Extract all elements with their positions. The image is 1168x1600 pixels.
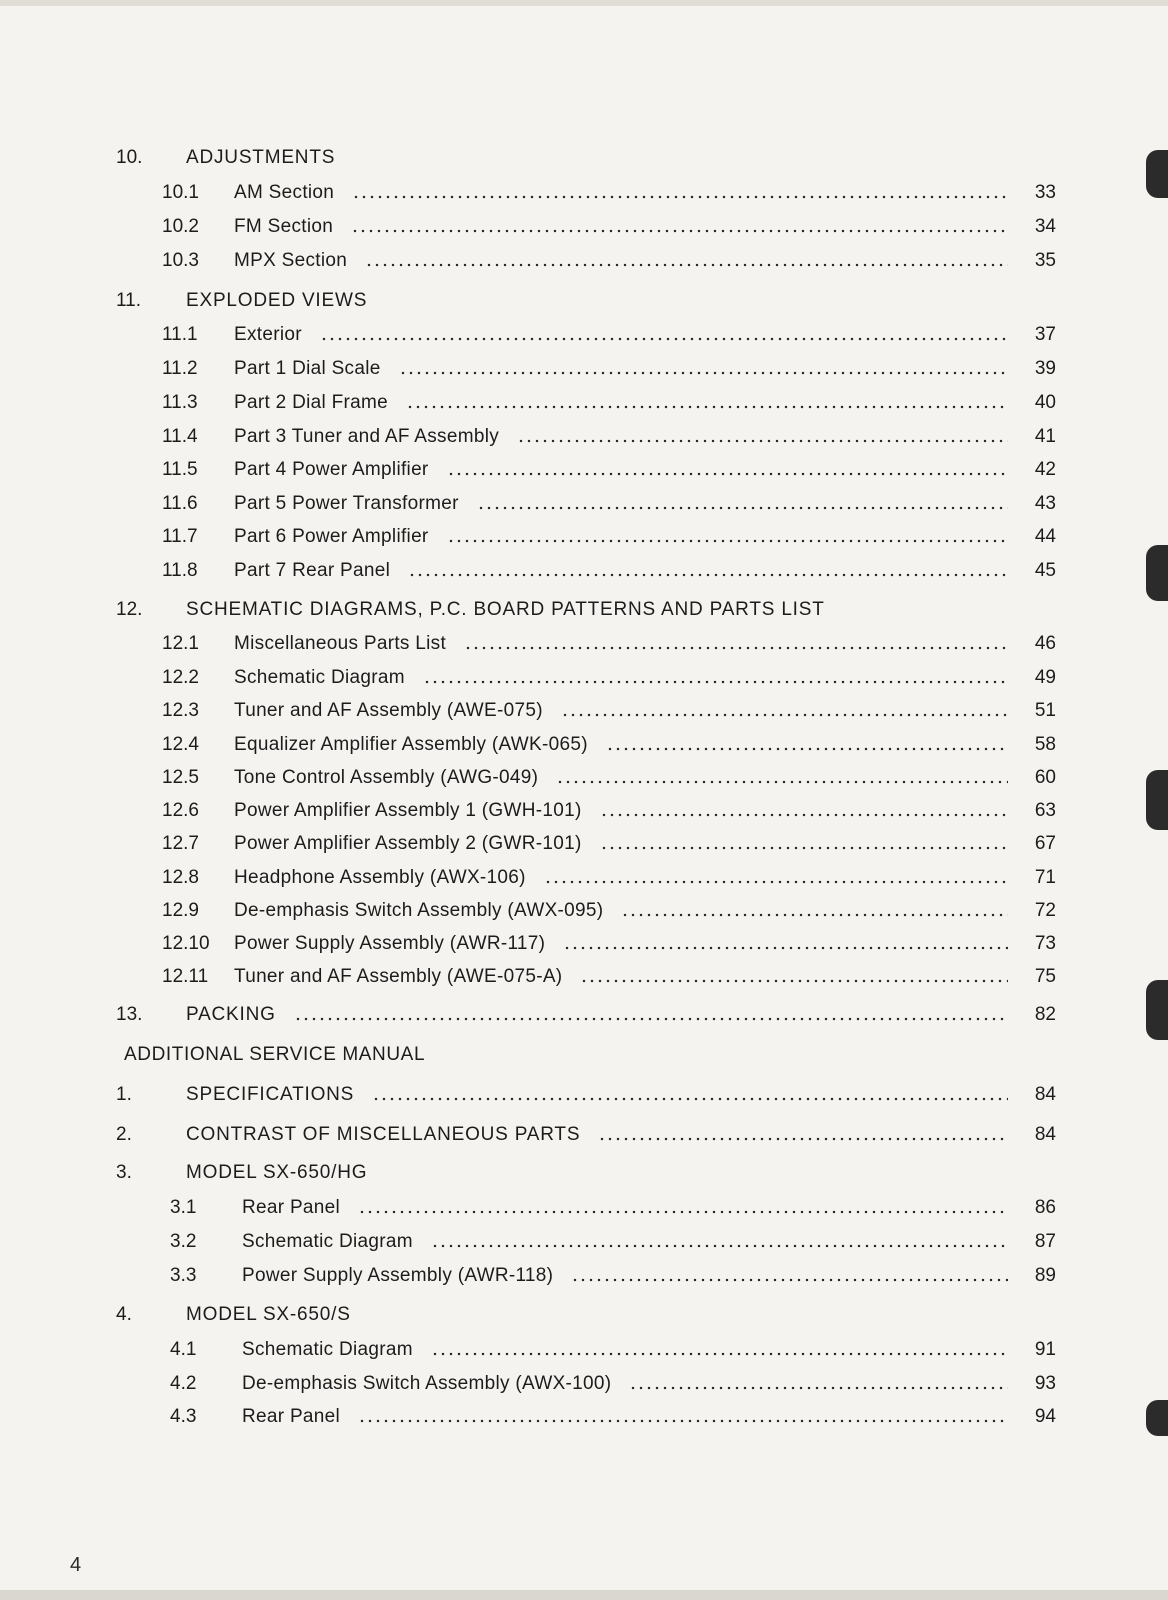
toc-number: 11.7 <box>162 526 198 547</box>
toc-title: MODEL SX-650/HG <box>186 1162 368 1183</box>
toc-title: Part 7 Rear Panel <box>234 560 391 581</box>
toc-number: 12.1 <box>162 633 199 654</box>
toc-number: 12.5 <box>162 767 199 788</box>
toc-number: 12.8 <box>162 867 199 888</box>
binder-hole <box>1146 150 1168 198</box>
toc-title: Power Amplifier Assembly 1 (GWH-101) <box>234 800 582 821</box>
toc-entry-12-11 <box>162 964 1056 990</box>
toc-additional-4 <box>116 1302 1056 1328</box>
toc-page-number: 49 <box>1034 667 1056 688</box>
bottom-paper-edge <box>0 1590 1168 1600</box>
toc-section-13 <box>116 1002 1056 1028</box>
toc-entry-11-3 <box>162 390 1056 416</box>
toc-number: 4.3 <box>170 1406 197 1427</box>
toc-entry-12-9 <box>162 898 1056 924</box>
toc-title: ADJUSTMENTS <box>186 147 336 168</box>
toc-entry-10-1 <box>162 180 1056 206</box>
toc-number: 4.1 <box>170 1339 197 1360</box>
dot-leader <box>423 680 1008 684</box>
dot-leader <box>464 646 1008 650</box>
toc-number: 10. <box>116 147 143 168</box>
toc-page-number: 93 <box>1034 1373 1056 1394</box>
toc-entry-4-3 <box>170 1404 1056 1430</box>
toc-title: Equalizer Amplifier Assembly (AWK-065) <box>234 734 588 755</box>
toc-page-number: 63 <box>1034 800 1056 821</box>
toc-title: MODEL SX-650/S <box>186 1304 351 1325</box>
toc-section-11 <box>116 288 1056 314</box>
toc-page-number: 58 <box>1034 734 1056 755</box>
toc-page-number: 72 <box>1034 900 1056 921</box>
toc-additional-3 <box>116 1160 1056 1186</box>
toc-number: 11.6 <box>162 493 198 514</box>
toc-number: 11.5 <box>162 459 198 480</box>
toc-title: EXPLODED VIEWS <box>186 290 368 311</box>
toc-page-number: 34 <box>1034 216 1056 237</box>
toc-number: 11.1 <box>162 324 198 345</box>
toc-number: 13. <box>116 1004 143 1025</box>
dot-leader <box>358 1419 1008 1423</box>
toc-page-number: 46 <box>1034 633 1056 654</box>
toc-entry-12-3 <box>162 698 1056 724</box>
top-paper-edge <box>0 0 1168 6</box>
toc-title: Part 6 Power Amplifier <box>234 526 429 547</box>
binder-hole <box>1146 770 1168 830</box>
toc-title: Tuner and AF Assembly (AWE-075-A) <box>234 966 563 987</box>
toc-entry-3-1 <box>170 1195 1056 1221</box>
toc-number: 12.11 <box>162 966 209 987</box>
dot-leader <box>580 979 1008 983</box>
toc-number: 12.10 <box>162 933 210 954</box>
dot-leader <box>447 472 1008 476</box>
dot-leader <box>629 1386 1008 1390</box>
dot-leader <box>351 229 1008 233</box>
binder-hole <box>1146 545 1168 601</box>
toc-page-number: 35 <box>1034 250 1056 271</box>
toc-number: 12.6 <box>162 800 199 821</box>
dot-leader <box>600 846 1008 850</box>
toc-number: 4. <box>116 1304 132 1325</box>
dot-leader <box>365 263 1008 267</box>
toc-number: 2. <box>116 1124 132 1145</box>
toc-number: 11.3 <box>162 392 198 413</box>
toc-entry-11-1 <box>162 322 1056 348</box>
toc-page-number: 82 <box>1034 1004 1056 1025</box>
toc-entry-12-1 <box>162 631 1056 657</box>
dot-leader <box>431 1352 1008 1356</box>
dot-leader <box>561 713 1008 717</box>
toc-title: Power Supply Assembly (AWR-118) <box>242 1265 554 1286</box>
toc-title: Part 4 Power Amplifier <box>234 459 429 480</box>
dot-leader <box>294 1017 1008 1021</box>
toc-number: 3. <box>116 1162 132 1183</box>
toc-page-number: 51 <box>1034 700 1056 721</box>
toc-page-number: 86 <box>1034 1197 1056 1218</box>
toc-number: 11. <box>116 290 142 311</box>
toc-number: 10.1 <box>162 182 199 203</box>
toc-number: 4.2 <box>170 1373 197 1394</box>
toc-title: Power Amplifier Assembly 2 (GWR-101) <box>234 833 582 854</box>
dot-leader <box>600 813 1008 817</box>
toc-section-12 <box>116 597 1056 623</box>
toc-title: Power Supply Assembly (AWR-117) <box>234 933 546 954</box>
toc-page-number: 73 <box>1034 933 1056 954</box>
toc-page-number: 33 <box>1034 182 1056 203</box>
dot-leader <box>406 405 1008 409</box>
toc-entry-12-2 <box>162 665 1056 691</box>
toc-page-number: 45 <box>1034 560 1056 581</box>
toc-number: 11.2 <box>162 358 198 379</box>
toc-entry-12-8 <box>162 865 1056 891</box>
toc-title: FM Section <box>234 216 334 237</box>
toc-title: De-emphasis Switch Assembly (AWX-100) <box>242 1373 612 1394</box>
toc-page-number: 71 <box>1034 867 1056 888</box>
dot-leader <box>320 337 1008 341</box>
binder-hole <box>1146 980 1168 1040</box>
toc-page-number: 43 <box>1034 493 1056 514</box>
toc-additional-2 <box>116 1122 1056 1148</box>
toc-page-number: 42 <box>1034 459 1056 480</box>
dot-leader <box>352 195 1008 199</box>
toc-title: Schematic Diagram <box>242 1339 413 1360</box>
toc-page-number: 84 <box>1034 1124 1056 1145</box>
toc-number: 10.2 <box>162 216 199 237</box>
toc-title: Part 1 Dial Scale <box>234 358 381 379</box>
toc-title: Miscellaneous Parts List <box>234 633 447 654</box>
toc-number: 12.4 <box>162 734 199 755</box>
dot-leader <box>477 506 1008 510</box>
toc-entry-12-6 <box>162 798 1056 824</box>
toc-entry-11-2 <box>162 356 1056 382</box>
dot-leader <box>399 371 1008 375</box>
toc-title: Rear Panel <box>242 1406 341 1427</box>
dot-leader <box>563 946 1008 950</box>
dot-leader <box>556 780 1008 784</box>
toc-entry-3-2 <box>170 1229 1056 1255</box>
dot-leader <box>372 1097 1008 1101</box>
toc-title: Part 3 Tuner and AF Assembly <box>234 426 500 447</box>
toc-title: Schematic Diagram <box>242 1231 413 1252</box>
toc-entry-11-4 <box>162 424 1056 450</box>
toc-entry-11-5 <box>162 457 1056 483</box>
toc-title: MPX Section <box>234 250 348 271</box>
toc-number: 3.1 <box>170 1197 197 1218</box>
binder-hole <box>1146 1400 1168 1436</box>
dot-leader <box>431 1244 1008 1248</box>
toc-number: 12.3 <box>162 700 199 721</box>
toc-number: 11.8 <box>162 560 198 581</box>
toc-title: AM Section <box>234 182 335 203</box>
toc-page-number: 91 <box>1034 1339 1056 1360</box>
toc-entry-11-8 <box>162 558 1056 584</box>
toc-entry-12-5 <box>162 765 1056 791</box>
toc-title: Schematic Diagram <box>234 667 405 688</box>
toc-entry-12-7 <box>162 831 1056 857</box>
toc-title: Part 5 Power Transformer <box>234 493 459 514</box>
toc-entry-12-10 <box>162 931 1056 957</box>
toc-title: Headphone Assembly (AWX-106) <box>234 867 526 888</box>
toc-entry-3-3 <box>170 1263 1056 1289</box>
toc-number: 12.7 <box>162 833 199 854</box>
toc-page-number: 75 <box>1034 966 1056 987</box>
dot-leader <box>606 747 1008 751</box>
dot-leader <box>408 573 1008 577</box>
toc-entry-11-7 <box>162 524 1056 550</box>
toc-page-number: 87 <box>1034 1231 1056 1252</box>
dot-leader <box>447 539 1008 543</box>
dot-leader <box>544 880 1008 884</box>
toc-title: Exterior <box>234 324 302 345</box>
toc-title: CONTRAST OF MISCELLANEOUS PARTS <box>186 1124 581 1145</box>
toc-entry-10-2 <box>162 214 1056 240</box>
dot-leader <box>598 1137 1008 1141</box>
dot-leader <box>517 439 1008 443</box>
toc-page-number: 60 <box>1034 767 1056 788</box>
page-number: 4 <box>70 1554 82 1576</box>
toc-entry-11-6 <box>162 491 1056 517</box>
toc-title: SPECIFICATIONS <box>186 1084 355 1105</box>
toc-page-number: 44 <box>1034 526 1056 547</box>
toc-number: 3.3 <box>170 1265 197 1286</box>
toc-page-number: 41 <box>1034 426 1056 447</box>
dot-leader <box>621 913 1008 917</box>
toc-title: Tuner and AF Assembly (AWE-075) <box>234 700 543 721</box>
toc-page-number: 40 <box>1034 392 1056 413</box>
toc-additional-1 <box>116 1082 1056 1108</box>
toc-title: Rear Panel <box>242 1197 341 1218</box>
toc-title: De-emphasis Switch Assembly (AWX-095) <box>234 900 604 921</box>
toc-entry-12-4 <box>162 732 1056 758</box>
toc-number: 3.2 <box>170 1231 197 1252</box>
toc-page-number: 67 <box>1034 833 1056 854</box>
toc-section-10 <box>116 145 1056 171</box>
toc-number: 1. <box>116 1084 132 1105</box>
toc-page-number: 94 <box>1034 1406 1056 1427</box>
toc-title: Part 2 Dial Frame <box>234 392 388 413</box>
toc-number: 12.2 <box>162 667 199 688</box>
toc-entry-4-1 <box>170 1337 1056 1363</box>
toc-number: 12.9 <box>162 900 199 921</box>
toc-title: Tone Control Assembly (AWG-049) <box>234 767 539 788</box>
toc-page-number: 89 <box>1034 1265 1056 1286</box>
toc-page-number: 84 <box>1034 1084 1056 1105</box>
toc-page-number: 37 <box>1034 324 1056 345</box>
additional-manual-heading: ADDITIONAL SERVICE MANUAL <box>124 1044 426 1065</box>
toc-entry-10-3 <box>162 248 1056 274</box>
toc-entry-4-2 <box>170 1371 1056 1397</box>
toc-title: PACKING <box>186 1004 276 1025</box>
dot-leader <box>358 1210 1008 1214</box>
toc-number: 12. <box>116 599 143 620</box>
dot-leader <box>571 1278 1008 1282</box>
toc-title: SCHEMATIC DIAGRAMS, P.C. BOARD PATTERNS AND PARTS LIST <box>186 599 825 620</box>
toc-number: 11.4 <box>162 426 198 447</box>
toc-page-number: 39 <box>1034 358 1056 379</box>
toc-number: 10.3 <box>162 250 199 271</box>
